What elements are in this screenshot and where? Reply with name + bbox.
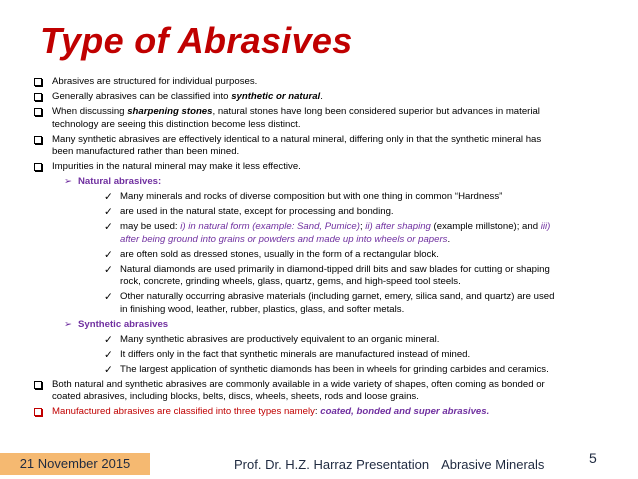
- footer-topic: Abrasive Minerals: [441, 457, 545, 472]
- footer-date: 21 November 2015: [0, 453, 150, 475]
- natural-item-6: ✓ Other naturally occurring abrasive materials (including garnet, emery, silica sand, and quartz) are used: [104, 291, 555, 304]
- checkmark-icon: ✓: [104, 348, 113, 361]
- natural-item-1: ✓ Many minerals and rocks of diverse composition but with one thing in common “Hardness”: [104, 191, 503, 204]
- synthetic-heading: ➢ Synthetic abrasives: [64, 318, 169, 330]
- checkmark-icon: ✓: [104, 363, 113, 376]
- synthetic-item-2: ✓ It differs only in the fact that synthetic minerals are manufactured instead of mined.: [104, 348, 471, 361]
- natural-heading: ➢ Natural abrasives:: [64, 176, 162, 188]
- arrow-bullet-icon: ➢: [64, 176, 72, 188]
- slide-title: Type of Abrasives: [40, 20, 353, 61]
- bullet-1: Abrasives are structured for individual purposes.: [34, 76, 624, 89]
- checkmark-icon: ✓: [104, 248, 113, 261]
- checkbox-bullet-icon: [34, 93, 42, 101]
- bullet-6: Both natural and synthetic abrasives are commonly available in a wide variety of shapes, often coming as bonded or: [34, 379, 624, 392]
- slide-content: [34, 76, 624, 419]
- bullet-3: When discussing sharpening stones, natural stones have long been considered superior but advances in material: [34, 106, 624, 119]
- checkbox-bullet-icon: [34, 136, 42, 144]
- bullet-3-cont: technology are seeing this distinction become less distinct.: [52, 118, 301, 130]
- footer-caption: [234, 457, 544, 472]
- checkmark-icon: ✓: [104, 291, 113, 304]
- checkmark-icon: ✓: [104, 263, 113, 276]
- bullet-2: Generally abrasives can be classified into synthetic or natural.: [34, 91, 624, 104]
- synthetic-item-1: ✓ Many synthetic abrasives are productively equivalent to an organic mineral.: [104, 333, 440, 346]
- checkmark-icon: ✓: [104, 221, 113, 234]
- bullet-4: Many synthetic abrasives are effectively identical to a natural mineral, differing only in that the synthetic mineral has: [34, 134, 624, 147]
- checkmark-icon: ✓: [104, 191, 113, 204]
- bullet-6-cont: coated abrasives, including blocks, belts, discs, wheels, sheets, rods and loose grains.: [52, 391, 419, 403]
- checkbox-bullet-icon: [34, 408, 42, 416]
- natural-item-6-cont: in finishing wood, leather, rubber, plastics, glass, and softer metals.: [120, 303, 405, 315]
- checkmark-icon: ✓: [104, 206, 113, 219]
- bullet-7: Manufactured abrasives are classified into three types namely: coated, bonded and super abrasives.: [34, 406, 624, 419]
- natural-item-2: ✓ are used in the natural state, except for processing and bonding.: [104, 206, 394, 219]
- natural-item-4: ✓ are often sold as dressed stones, usually in the form of a rectangular block.: [104, 248, 439, 261]
- checkbox-bullet-icon: [34, 78, 42, 86]
- bullet-4-cont: been manufactured rather than been mined.: [52, 146, 240, 158]
- natural-item-5: ✓ Natural diamonds are used primarily in diamond-tipped drill bits and saw blades for cutting or shaping: [104, 263, 550, 276]
- synthetic-item-3: ✓ The largest application of synthetic diamonds has been in wheels for grinding carbides and ceramics.: [104, 363, 549, 376]
- bullet-5: Impurities in the natural mineral may make it less effective.: [34, 161, 624, 174]
- footer-author: Prof. Dr. H.Z. Harraz Presentation: [234, 457, 430, 472]
- checkbox-bullet-icon: [34, 108, 42, 116]
- natural-item-5-cont: rock, concrete, grinding wheels, glass, quartz, gems, and high-speed tool steels.: [120, 276, 461, 288]
- checkbox-bullet-icon: [34, 381, 42, 389]
- natural-item-3: ✓ may be used: i) in natural form (example: Sand, Pumice); ii) after shaping (example millstone); and iii): [104, 221, 551, 234]
- page-number: 5: [589, 450, 597, 466]
- arrow-bullet-icon: ➢: [64, 318, 72, 330]
- natural-item-3-cont: after being ground into grains or powders and made up into wheels or papers.: [120, 233, 451, 245]
- checkmark-icon: ✓: [104, 333, 113, 346]
- checkbox-bullet-icon: [34, 163, 42, 171]
